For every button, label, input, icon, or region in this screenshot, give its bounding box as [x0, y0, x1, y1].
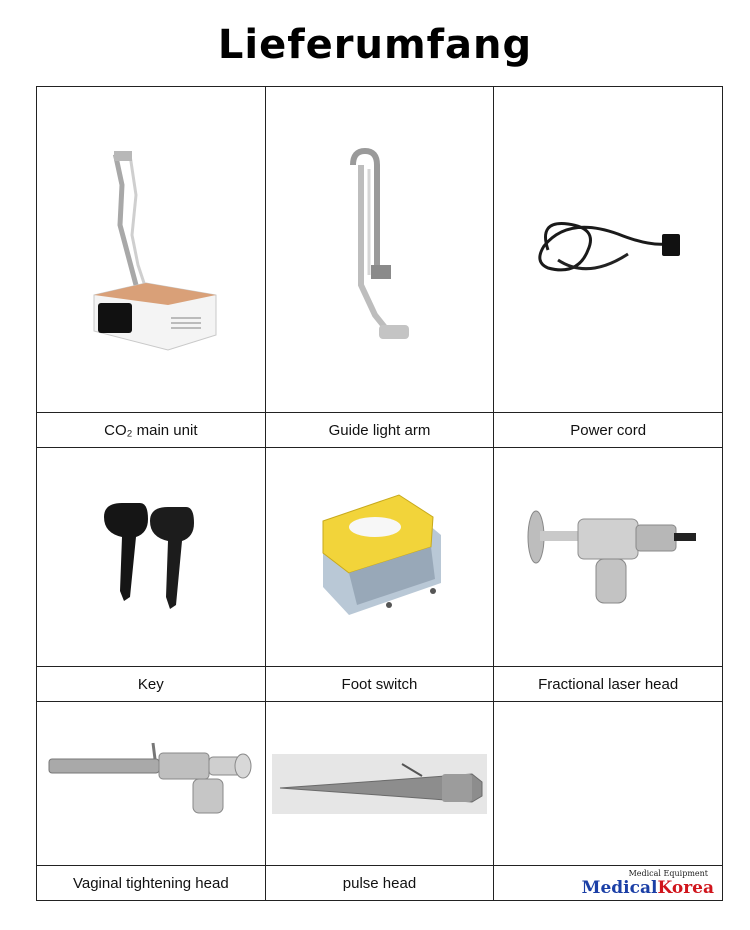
pulse-head-cell [265, 702, 494, 866]
co2-main-unit-image [76, 145, 226, 355]
key-cell [37, 448, 266, 667]
page-title: Lieferumfang [217, 22, 533, 68]
contents-table [36, 86, 723, 901]
co2-main-unit-cell [37, 87, 266, 413]
power-cord-cell [494, 87, 723, 413]
guide-light-arm-image [339, 145, 419, 355]
logo-wordmark: MedicalKorea [581, 878, 714, 898]
foot-switch-cell [265, 448, 494, 667]
item-label: Power cord [494, 413, 723, 448]
watermark-cell [494, 866, 723, 901]
logo-subtitle: Medical Equipment [628, 869, 708, 878]
key-image [96, 497, 206, 617]
item-label: Key [37, 667, 266, 702]
pulse-head-image [272, 754, 487, 814]
item-label: Fractional laser head [494, 667, 723, 702]
item-label: Guide light arm [265, 413, 494, 448]
item-label: CO₂ main unit [37, 413, 266, 448]
fractional-laser-head-image [518, 497, 698, 617]
item-label: Vaginal tightening head [37, 866, 266, 901]
power-cord-image [528, 210, 688, 290]
item-label: Foot switch [265, 667, 494, 702]
item-label: pulse head [265, 866, 494, 901]
medicalkorea-logo [494, 866, 722, 900]
vaginal-tightening-head-cell [37, 702, 266, 866]
empty-cell [494, 702, 723, 866]
guide-light-arm-cell [265, 87, 494, 413]
fractional-laser-head-cell [494, 448, 723, 667]
vaginal-tightening-head-image [43, 739, 258, 829]
foot-switch-image [309, 487, 449, 627]
